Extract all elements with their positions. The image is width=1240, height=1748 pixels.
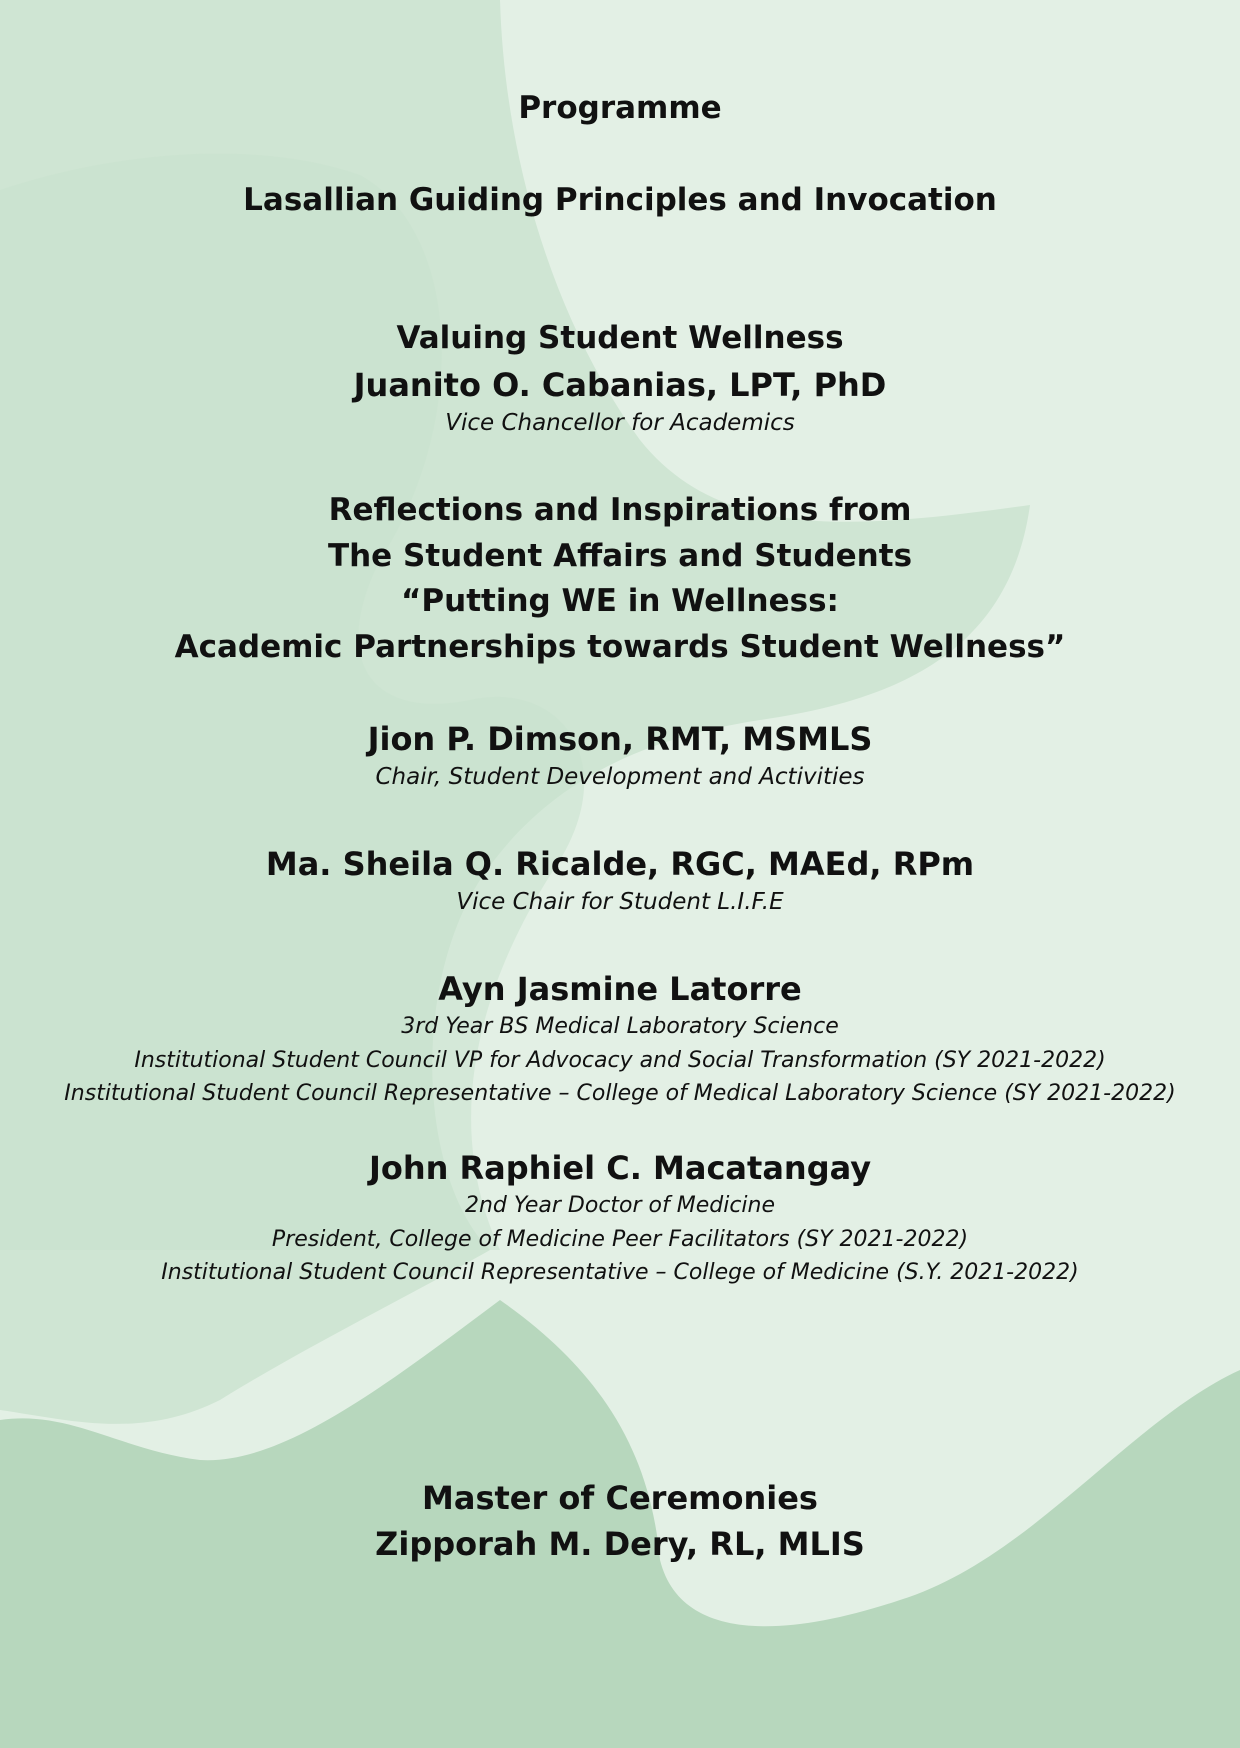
valuing-speaker-role: Vice Chancellor for Academics bbox=[445, 410, 795, 436]
mc-title: Master of Ceremonies bbox=[422, 1479, 818, 1517]
reflections-line-3: “Putting WE in Wellness: bbox=[401, 583, 839, 619]
speaker-name: Ayn Jasmine Latorre bbox=[438, 970, 802, 1008]
reflections-line-1: Reflections and Inspirations from bbox=[328, 492, 912, 528]
page-title: Programme bbox=[518, 90, 722, 126]
speaker-name: Jion P. Dimson, RMT, MSMLS bbox=[367, 720, 873, 758]
mc-name: Zipporah M. Dery, RL, MLIS bbox=[375, 1525, 865, 1563]
valuing-title: Valuing Student Wellness bbox=[396, 320, 844, 356]
reflections-line-4: Academic Partnerships towards Student Wellness” bbox=[174, 629, 1066, 665]
speaker-role: 2nd Year Doctor of Medicine bbox=[464, 1193, 776, 1218]
speaker-role: Institutional Student Council VP for Advocacy and Social Transformation (SY 2021-2022) bbox=[134, 1048, 1106, 1073]
speaker-role: 3rd Year BS Medical Laboratory Science bbox=[401, 1014, 839, 1039]
speaker-role: Institutional Student Council Representative – College of Medicine (S.Y. 2021-2022) bbox=[161, 1260, 1079, 1285]
invocation-item: Lasallian Guiding Principles and Invocation bbox=[243, 182, 997, 218]
speaker-name: John Raphiel C. Macatangay bbox=[368, 1149, 872, 1187]
speaker-role: Chair, Student Development and Activities bbox=[375, 764, 865, 790]
speaker-role: Institutional Student Council Representative – College of Medical Laboratory Science (SY 2021-2022) bbox=[64, 1081, 1176, 1106]
speaker-role: Vice Chair for Student L.I.F.E bbox=[456, 889, 784, 915]
speaker-name: Ma. Sheila Q. Ricalde, RGC, MAEd, RPm bbox=[265, 845, 975, 883]
reflections-line-2: The Student Affairs and Students bbox=[327, 538, 913, 574]
speaker-role: President, College of Medicine Peer Facilitators (SY 2021-2022) bbox=[271, 1227, 969, 1252]
valuing-speaker: Juanito O. Cabanias, LPT, PhD bbox=[353, 366, 887, 404]
